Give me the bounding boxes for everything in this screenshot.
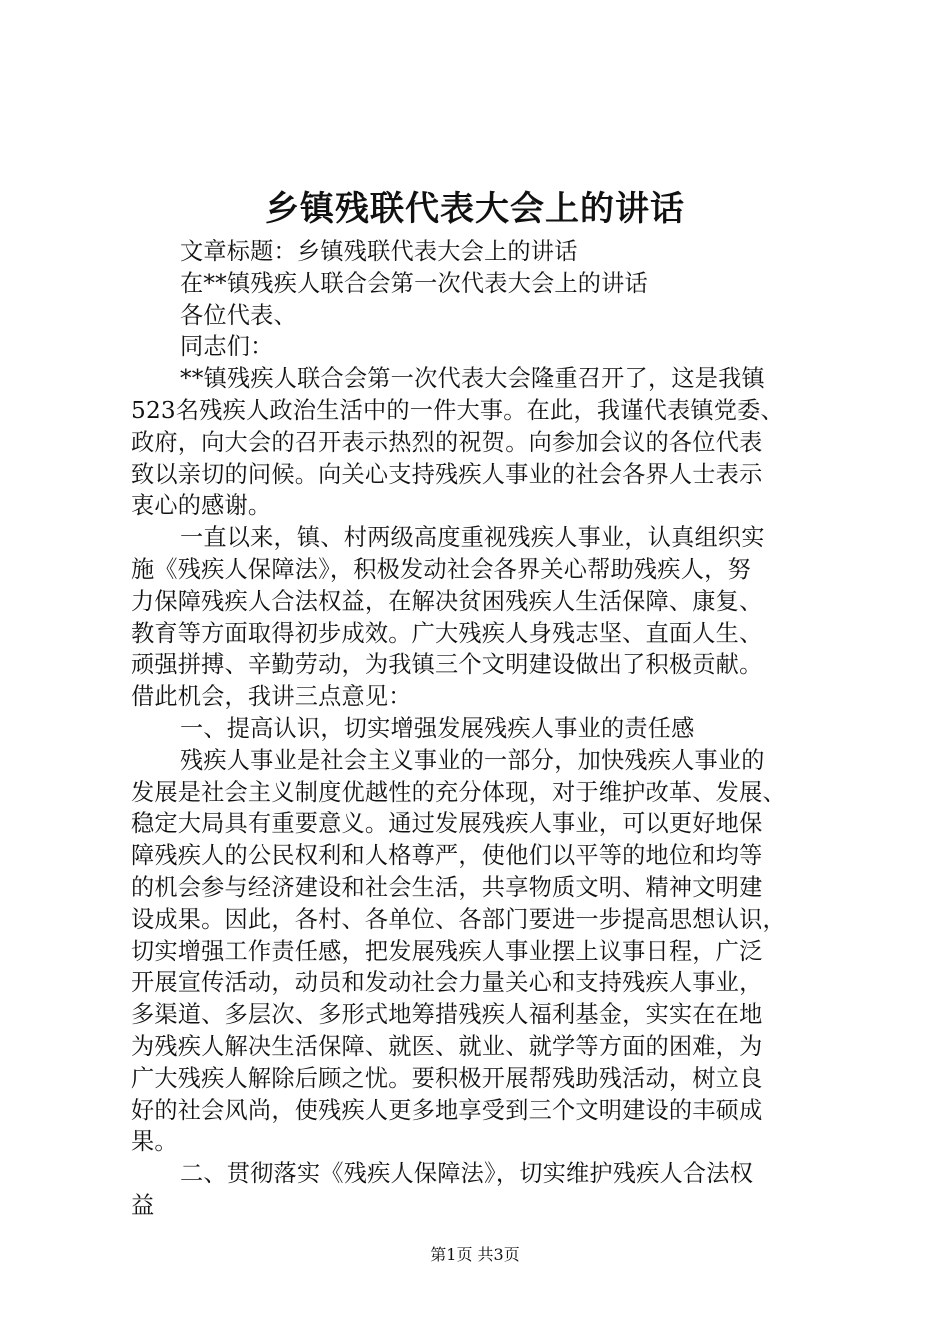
text-line: 多渠道、多层次、多形式地筹措残疾人福利基金，实实在在地 — [131, 1001, 763, 1029]
text-line: 教育等方面取得初步成效。广大残疾人身残志坚、直面人生、 — [131, 619, 763, 647]
text-line: 政府，向大会的召开表示热烈的祝贺。向参加会议的各位代表 — [131, 428, 763, 456]
text-line: **镇残疾人联合会第一次代表大会隆重召开了，这是我镇 — [180, 365, 765, 393]
text-line: 广大残疾人解除后顾之忧。要积极开展帮残助残活动，树立良 — [131, 1064, 763, 1092]
text-line: 果。 — [131, 1128, 178, 1156]
text-line: 障残疾人的公民权利和人格尊严，使他们以平等的地位和均等 — [131, 842, 763, 870]
text-line: 设成果。因此，各村、各单位、各部门要进一步提高思想认识， — [131, 905, 786, 933]
text-line: 发展是社会主义制度优越性的充分体现，对于维护改革、发展、 — [131, 778, 786, 806]
text-line: 同志们： — [180, 333, 274, 361]
document-title: 乡镇残联代表大会上的讲话 — [265, 189, 685, 229]
text-line: 为残疾人解决生活保障、就医、就业、就学等方面的困难，为 — [131, 1032, 763, 1060]
section-heading: 一、提高认识，切实增强发展残疾人事业的责任感 — [180, 714, 695, 742]
text-line: 的机会参与经济建设和社会生活，共享物质文明、精神文明建 — [131, 873, 763, 901]
text-line: 借此机会，我讲三点意见： — [131, 683, 412, 711]
text-line: 稳定大局具有重要意义。通过发展残疾人事业，可以更好地保 — [131, 810, 763, 838]
text-line: 各位代表、 — [180, 301, 297, 329]
text-line: 力保障残疾人合法权益，在解决贫困残疾人生活保障、康复、 — [131, 587, 763, 615]
text-line: 施《残疾人保障法》，积极发动社会各界关心帮助残疾人，努 — [131, 555, 751, 583]
text-line: 衷心的感谢。 — [131, 492, 272, 520]
text-line: 开展宣传活动，动员和发动社会力量关心和支持残疾人事业， — [131, 969, 763, 997]
text-line: 523名残疾人政治生活中的一件大事。在此，我谨代表镇党委、 — [131, 396, 784, 424]
text-line: 益 — [131, 1191, 155, 1219]
text-line: 残疾人事业是社会主义事业的一部分，加快残疾人事业的 — [180, 746, 765, 774]
document-body — [131, 236, 829, 1222]
text-line: 顽强拼搏、辛勤劳动，为我镇三个文明建设做出了积极贡献。 — [131, 651, 763, 679]
text-line: 在**镇残疾人联合会第一次代表大会上的讲话 — [180, 269, 648, 297]
page-number: 第1页 共3页 — [430, 1245, 520, 1264]
text-line: 文章标题：乡镇残联代表大会上的讲话 — [180, 238, 578, 265]
section-heading: 二、贯彻落实《残疾人保障法》，切实维护残疾人合法权 — [180, 1160, 754, 1188]
text-line: 一直以来，镇、村两级高度重视残疾人事业，认真组织实 — [180, 524, 765, 552]
text-line: 好的社会风尚，使残疾人更多地享受到三个文明建设的丰硕成 — [131, 1096, 763, 1124]
text-line: 切实增强工作责任感，把发展残疾人事业摆上议事日程，广泛 — [131, 937, 763, 965]
text-line: 致以亲切的问候。向关心支持残疾人事业的社会各界人士表示 — [131, 460, 763, 488]
